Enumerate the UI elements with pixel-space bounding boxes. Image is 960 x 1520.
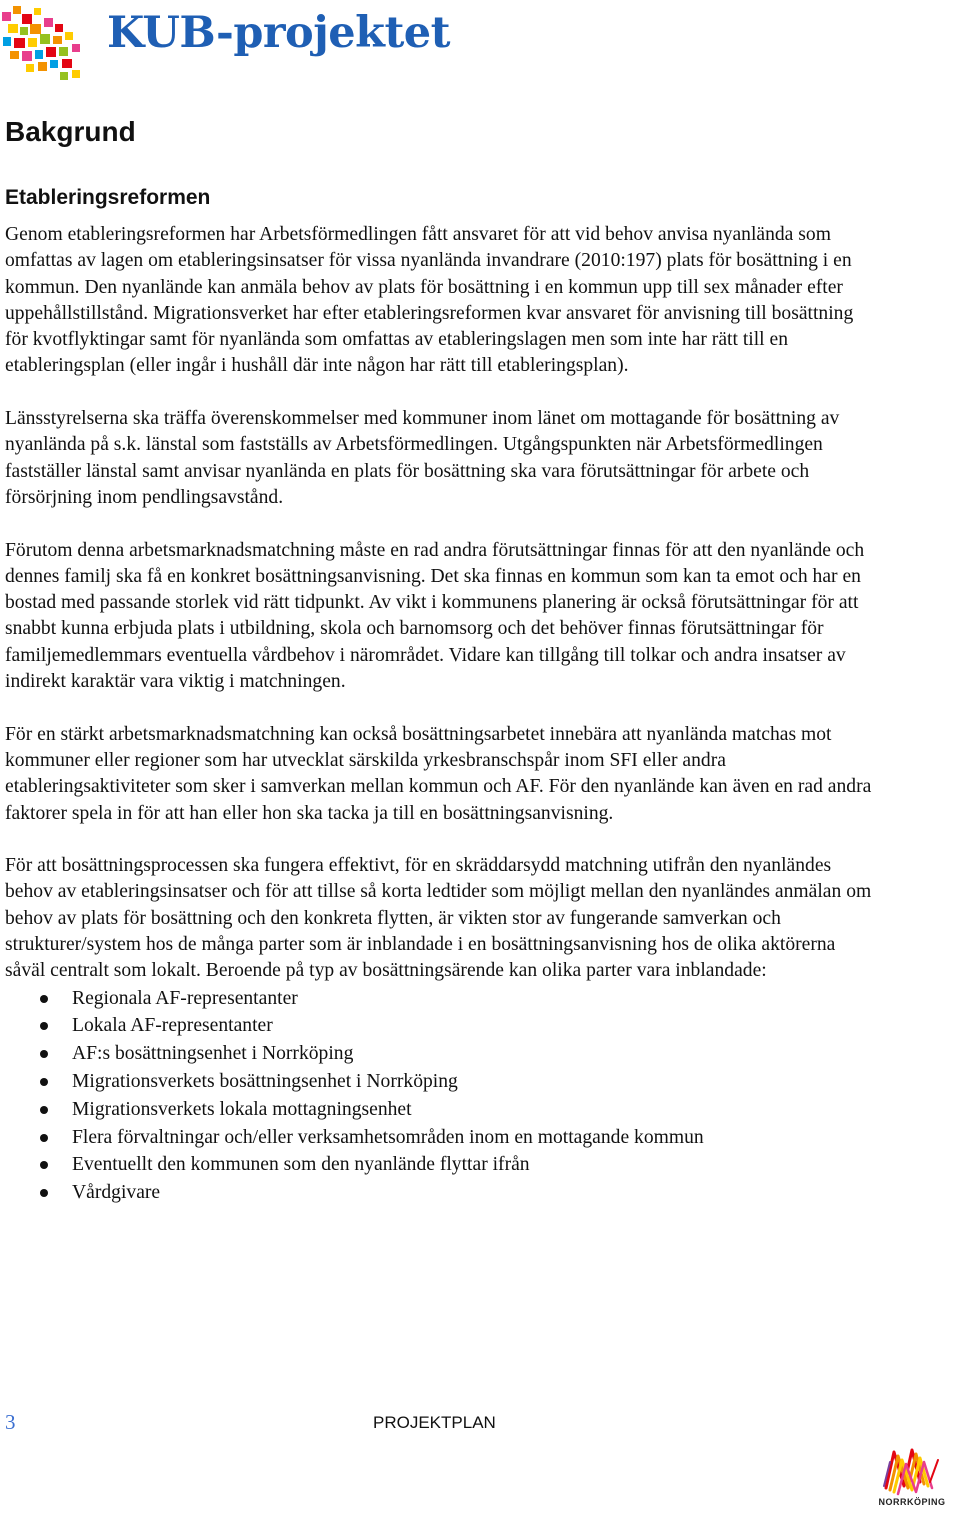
paragraph-4: För en stärkt arbetsmarknadsmatchning kan också bosättningsarbetet innebära att nyanlända matchas mot kommuner eller regioner som har utvecklat särskilda yrkesbranschspår inom SFI eller andra etableringsaktiviteter som sker i samverkan mellan kommun och AF. För den nyanlände kan även en rad andra faktorer spela in för att han eller hon ska tacka ja till en bosättningsanvisning.: [5, 723, 872, 824]
list-item: [5, 1179, 877, 1207]
section-heading: Bakgrund: [5, 116, 136, 147]
footer-label: PROJEKTPLAN: [373, 1413, 496, 1432]
list-item: [5, 1012, 877, 1040]
list-item: [5, 1124, 877, 1152]
page-number: 3: [5, 1410, 16, 1434]
list-item-text: AF:s bosättningsenhet i Norrköping: [72, 1043, 354, 1065]
list-item-text: Migrationsverkets bosättningsenhet i Norrköping: [72, 1071, 458, 1092]
city-logo-name: NORRKÖPING: [878, 1497, 946, 1507]
list-item-text: Eventuellt den kommunen som den nyanlände flyttar ifrån: [72, 1154, 530, 1176]
bullet-icon: [40, 1189, 48, 1197]
paragraph-3: Förutom denna arbetsmarknadsmatchning måste en rad andra förutsättningar finnas för att den nyanlände och dennes familj ska få en konkret bosättningsanvisning. Det ska finnas en kommun som kan ta emot och har en bostad med passande storlek vid rätt tidpunkt. Av vikt i kommunens planering är också förutsättningar för att snabbt kunna erbjuda plats i utbildning, skola och barnomsorg och det behöver finnas förutsättningar för familjemedlemmars eventuella vårdbehov i närområdet. Vidare kan tillgång till tolkar och andra insatser av indirekt karaktär vara viktig i matchningen.: [5, 539, 865, 693]
paragraph-5: För att bosättningsprocessen ska fungera effektivt, för en skräddarsydd matchning utifrån den nyanländes behov av etableringsinsatser och för att tillse så korta ledtider som möjligt mellan den nyanländes anmälan om behov av plats för bosättning och den konkreta flytten, är vikten stor av fungerande samverkan och strukturer/system hos de många parter som är inblandade i en bosättningsanvisning hos de olika aktörerna såväl centralt som lokalt. Beroende på typ av bosättningsärende kan olika parter vara inblandade:: [5, 855, 872, 982]
parties-list: [5, 985, 877, 1207]
list-item: [5, 1068, 877, 1096]
list-item: [5, 1096, 877, 1124]
list-item-text: Flera förvaltningar och/eller verksamhetsområden inom en mottagande kommun: [72, 1126, 704, 1148]
list-item-text: Regionala AF-representanter: [72, 987, 298, 1009]
list-item-text: Vårdgivare: [72, 1182, 161, 1204]
project-title: KUB-projektet: [107, 8, 451, 58]
bullet-icon: [40, 1078, 48, 1086]
bullet-icon: [40, 1161, 48, 1169]
list-item: [5, 1040, 877, 1068]
bullet-icon: [40, 1106, 48, 1114]
list-item-text: Lokala AF-representanter: [72, 1015, 273, 1037]
paragraph-2: Länsstyrelserna ska träffa överenskommelser med kommuner inom länet om mottagande för bosättning av nyanlända på s.k. länstal som fastställs av Arbetsförmedlingen. Utgångspunkten när Arbetsförmedlingen fastställer länstal samt anvisar nyanlända en plats för bosättning ska vara förutsättningar för arbete och försörjning inom pendlingsavstånd.: [5, 408, 840, 508]
bullet-icon: [40, 1022, 48, 1030]
paragraph-1: Genom etableringsreformen har Arbetsförmedlingen fått ansvaret för att vid behov anvisa nyanlända som omfattas av lagen om etableringsinsatser för vissa nyanlända invandrare (2010:197) plats för bosättning i en kommun. Den nyanlände kan anmäla behov av plats för bosättning i en kommun upp till sex månader efter uppehållstillstånd. Migrationsverket har efter etableringsreformen kvar ansvaret för anvisning till bosättning för kvotflyktingar samt för nyanlända som omfattas av etableringslagen men som inte har rätt till en etableringsplan (eller ingår i hushåll där inte någon har rätt till etableringsplan).: [5, 224, 854, 377]
bullet-icon: [40, 995, 48, 1003]
body-text: [5, 222, 877, 1207]
list-item-text: Migrationsverkets lokala mottagningsenhet: [72, 1098, 412, 1120]
subsection-heading: Etableringsreformen: [5, 186, 211, 209]
list-item: [5, 1151, 877, 1179]
kub-logo-mosaic: [0, 2, 86, 86]
bullet-icon: [40, 1050, 48, 1058]
list-item: [5, 985, 877, 1013]
bullet-icon: [40, 1134, 48, 1142]
